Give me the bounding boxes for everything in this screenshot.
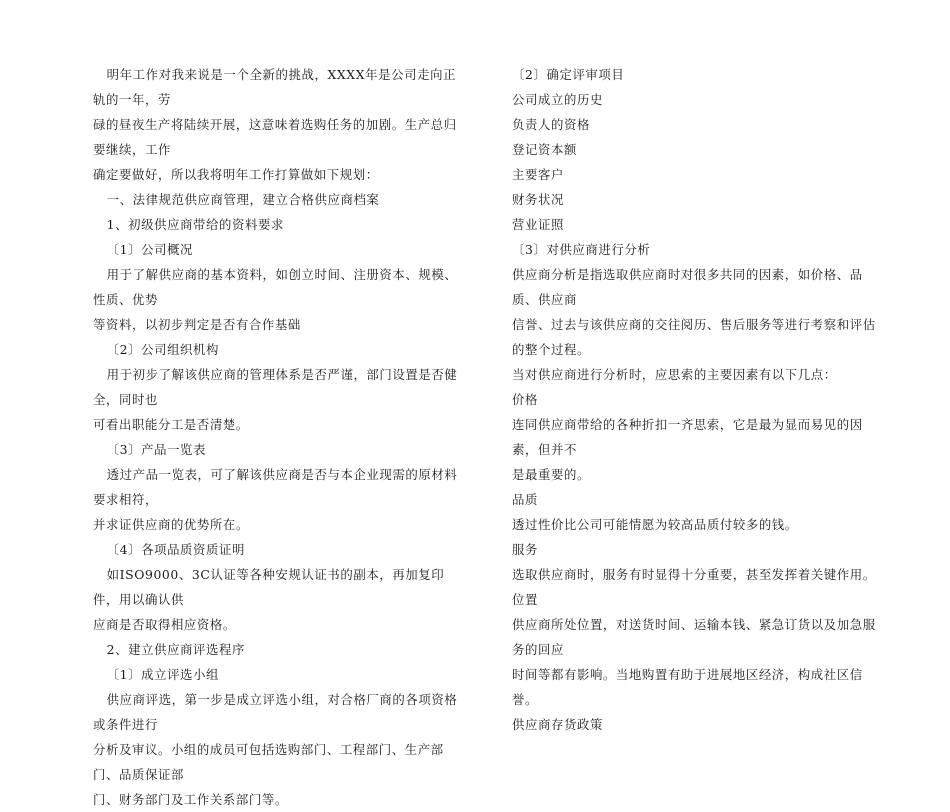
text-line: 信誉、过去与该供应商的交往阅历、售后服务等进行考察和评估的整个过程。 xyxy=(512,317,876,357)
paragraph xyxy=(512,262,882,362)
paragraph xyxy=(93,212,460,237)
text-line: 公司成立的历史 xyxy=(512,92,603,107)
text-line: 〔1〕公司概况 xyxy=(93,242,194,257)
text-line: 〔3〕产品一览表 xyxy=(93,442,207,457)
paragraph xyxy=(93,462,460,537)
paragraph xyxy=(512,112,882,137)
paragraph xyxy=(512,62,882,87)
text-line: 确定要做好，所以我将明年工作打算做如下规划： xyxy=(93,167,379,182)
paragraph xyxy=(93,237,460,262)
text-line: 供应商分析是指选取供应商时对很多共同的因素，如价格、品质、供应商 xyxy=(512,267,863,307)
paragraph xyxy=(93,337,460,362)
text-line: 分析及审议。小组的成员可包括选购部门、工程部门、生产部门、品质保证部 xyxy=(93,742,444,782)
paragraph xyxy=(93,262,460,337)
paragraph xyxy=(512,487,882,512)
text-line: 如ISO9000、3C认证等各种安规认证书的副本，再加复印件，用以确认供 xyxy=(93,567,445,607)
paragraph xyxy=(512,612,882,712)
paragraph xyxy=(93,562,460,637)
text-line: 应商是否取得相应资格。 xyxy=(93,617,236,632)
left-column xyxy=(93,62,460,812)
text-line: 财务状况 xyxy=(512,192,564,207)
text-line: 〔4〕各项品质资质证明 xyxy=(93,542,246,557)
paragraph xyxy=(93,62,460,187)
text-line: 时间等都有影响。当地购置有助于进展地区经济，构成社区信誉。 xyxy=(512,667,863,707)
text-line: 负责人的资格 xyxy=(512,117,590,132)
text-line: 是最重要的。 xyxy=(512,467,590,482)
text-line: 碌的昼夜生产将陆续开展，这意味着选购任务的加剧。生产总归要继续，工作 xyxy=(93,117,457,157)
text-line: 位置 xyxy=(512,592,538,607)
text-line: 一、法律规范供应商管理，建立合格供应商档案 xyxy=(93,192,380,207)
paragraph xyxy=(512,212,882,237)
paragraph xyxy=(512,387,882,412)
paragraph xyxy=(512,537,882,562)
text-line: 用于初步了解该供应商的管理体系是否严谨，部门设置是否健全，同时也 xyxy=(93,367,458,407)
text-line: 〔3〕对供应商进行分析 xyxy=(512,242,651,257)
paragraph xyxy=(93,362,460,437)
text-line: 服务 xyxy=(512,542,538,557)
text-line: 当对供应商进行分析时，应思索的主要因素有以下几点： xyxy=(512,367,837,382)
paragraph xyxy=(93,537,460,562)
paragraph xyxy=(512,137,882,162)
text-line: 门、财务部门及工作关系部门等。 xyxy=(93,792,288,807)
paragraph xyxy=(93,687,460,812)
paragraph xyxy=(93,637,460,662)
text-line: 品质 xyxy=(512,492,538,507)
text-line: 供应商评选，第一步是成立评选小组，对合格厂商的各项资格或条件进行 xyxy=(93,692,458,732)
text-line: 选取供应商时，服务有时显得十分重要，甚至发挥着关键作用。 xyxy=(512,567,876,582)
text-line: 〔2〕公司组织机构 xyxy=(93,342,220,357)
text-line: 供应商存货政策 xyxy=(512,717,603,732)
paragraph xyxy=(512,712,882,737)
text-line: 等资料，以初步判定是否有合作基础 xyxy=(93,317,301,332)
text-line: 透过产品一览表，可了解该供应商是否与本企业现需的原材料要求相符， xyxy=(93,467,458,507)
text-line: 营业证照 xyxy=(512,217,564,232)
text-line: 价格 xyxy=(512,392,538,407)
paragraph xyxy=(93,662,460,687)
paragraph xyxy=(512,237,882,262)
paragraph xyxy=(512,587,882,612)
text-line: 用于了解供应商的基本资料，如创立时间、注册资本、规模、性质、优势 xyxy=(93,267,458,307)
paragraph xyxy=(512,562,882,587)
text-line: 透过性价比公司可能情愿为较高品质付较多的钱。 xyxy=(512,517,798,532)
right-column xyxy=(512,62,882,737)
text-line: 可看出职能分工是否清楚。 xyxy=(93,417,249,432)
text-line: 〔2〕确定评审项目 xyxy=(512,67,625,82)
text-line: 连同供应商带给的各种折扣一齐思索，它是最为显而易见的因素，但并不 xyxy=(512,417,863,457)
paragraph xyxy=(512,362,882,387)
paragraph xyxy=(512,87,882,112)
text-line: 2、建立供应商评选程序 xyxy=(93,642,246,657)
paragraph xyxy=(512,162,882,187)
text-line: 登记资本额 xyxy=(512,142,577,157)
paragraph xyxy=(512,412,882,487)
paragraph xyxy=(512,512,882,537)
paragraph xyxy=(93,187,460,212)
paragraph xyxy=(93,437,460,462)
text-line: 1、初级供应商带给的资料要求 xyxy=(93,217,284,232)
text-line: 〔1〕成立评选小组 xyxy=(93,667,220,682)
text-line: 供应商所处位置，对送货时间、运输本钱、紧急订货以及加急服务的回应 xyxy=(512,617,876,657)
text-line: 主要客户 xyxy=(512,167,564,182)
paragraph xyxy=(512,187,882,212)
text-line: 明年工作对我来说是一个全新的挑战，XXXX年是公司走向正轨的一年，劳 xyxy=(93,67,457,107)
text-line: 并求证供应商的优势所在。 xyxy=(93,517,249,532)
